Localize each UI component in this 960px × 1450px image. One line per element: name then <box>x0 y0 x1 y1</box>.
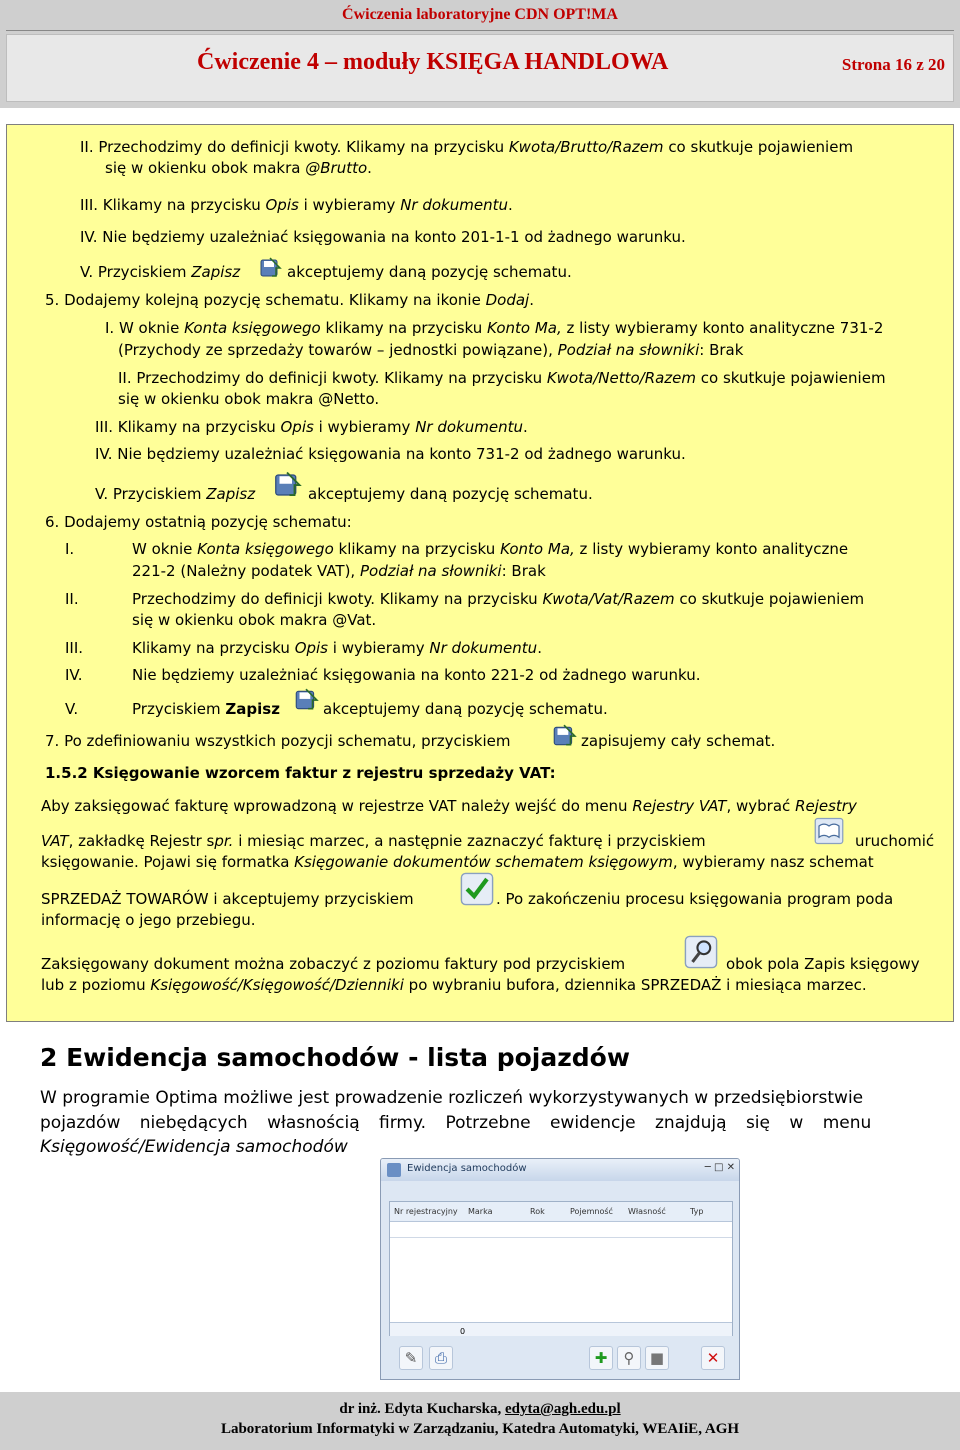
step-text: akceptujemy daną pozycję schematu. <box>323 700 608 718</box>
step-text: 221-2 (Należny podatek VAT), Podział na słowniki: Brak <box>132 562 546 580</box>
paragraph-line: księgowanie. Pojawi się formatka Księgowanie dokumentów schematem księgowym, wybieramy nasz schemat <box>41 853 874 871</box>
floppy-disk-icon <box>258 256 282 280</box>
page-number: Strona 16 z 20 <box>841 55 945 74</box>
open-book-icon <box>814 816 844 846</box>
paragraph-line: obok pola Zapis księgowy <box>726 955 920 973</box>
paragraph-line: VAT, zakładkę Rejestr spr. i miesiąc marzec, a następnie zaznaczyć fakturę i przyciskiem <box>41 832 706 850</box>
page-title: Ćwiczenie 4 – moduły KSIĘGA HANDLOWA <box>197 49 669 75</box>
column-header[interactable]: Marka <box>468 1207 493 1216</box>
paragraph-line: pojazdów niebędących własnością firmy. Potrzebne ewidencje znajdują się w menu <box>40 1113 872 1133</box>
paragraph-line: W programie Optima możliwe jest prowadzenie rozliczeń wykorzystywanych w przedsiębiorstwie <box>40 1088 864 1108</box>
column-header[interactable]: Pojemność <box>570 1207 613 1216</box>
step-number: V. <box>65 700 79 718</box>
step-text: IV. Nie będziemy uzależniać księgowania na konto 201-1-1 od żadnego warunku. <box>80 228 686 246</box>
subsection-heading: 1.5.2 Księgowanie wzorcem faktur z rejestru sprzedaży VAT: <box>45 764 556 782</box>
step-text: II. Przechodzimy do definicji kwoty. Klikamy na przycisku Kwota/Brutto/Razem co skutkuje pojawieniem <box>80 138 854 156</box>
header-box <box>6 34 954 102</box>
step-number: I. <box>65 540 75 558</box>
step-text: 6. Dodajemy ostatnią pozycję schematu: <box>45 513 352 531</box>
edit-icon[interactable]: ✎ <box>399 1346 423 1370</box>
column-header[interactable]: Typ <box>690 1207 704 1216</box>
page-header <box>0 0 960 108</box>
paragraph-line: Aby zaksięgować fakturę wprowadzoną w rejestrze VAT należy wejść do menu Rejestry VAT, wybrać Rejestry <box>41 797 857 815</box>
menu-path: Księgowość/Ewidencja samochodów <box>40 1137 348 1157</box>
section-heading: 2 Ewidencja samochodów - lista pojazdów <box>40 1043 630 1072</box>
window-toolbar <box>380 1336 740 1380</box>
step-text: W oknie Konta księgowego klikamy na przycisku Konto Ma, z listy wybieramy konto analityczne <box>132 540 849 558</box>
paragraph-line: lub z poziomu Księgowość/Księgowość/Dzienniki po wybraniu bufora, dziennika SPRZEDAŻ i miesiąca marzec. <box>41 976 867 994</box>
app-icon <box>387 1163 401 1177</box>
step-text: się w okienku obok makra @Brutto. <box>105 159 372 177</box>
summary-count: 0 <box>460 1327 466 1336</box>
floppy-disk-icon <box>293 687 319 713</box>
paragraph-line: SPRZEDAŻ TOWARÓW i akceptujemy przyciskiem <box>41 890 414 908</box>
step-text: V. Przyciskiem Zapisz <box>95 485 256 503</box>
paragraph-line: Zaksięgowany dokument można zobaczyć z poziomu faktury pod przyciskiem <box>41 955 626 973</box>
footer-author: dr inż. Edyta Kucharska, edyta@agh.edu.pl <box>339 1401 621 1417</box>
step-text: akceptujemy daną pozycję schematu. <box>287 263 572 281</box>
step-text: się w okienku obok makra @Netto. <box>118 390 380 408</box>
step-text: III. Klikamy na przycisku Opis i wybieramy Nr dokumentu. <box>95 418 528 436</box>
step-text: I. W oknie Konta księgowego klikamy na przycisku Konto Ma, z listy wybieramy konto analityczne 731-2 <box>105 319 884 337</box>
author-email-link[interactable]: edyta@agh.edu.pl <box>504 1401 621 1417</box>
step-text: Przechodzimy do definicji kwoty. Klikamy na przycisku Kwota/Vat/Razem co skutkuje pojawieniem <box>132 590 865 608</box>
step-text: Klikamy na przycisku Opis i wybieramy Nr dokumentu. <box>132 639 542 657</box>
delete-icon[interactable]: ■ <box>645 1346 669 1370</box>
paragraph-line: . Po zakończeniu procesu księgowania program poda <box>496 890 894 908</box>
grid-header <box>390 1202 732 1222</box>
step-text: 7. Po zdefiniowaniu wszystkich pozycji schematu, przyciskiem <box>45 732 511 750</box>
vehicles-grid <box>389 1201 733 1341</box>
column-header[interactable]: Rok <box>530 1207 545 1216</box>
column-header[interactable]: Własność <box>628 1207 666 1216</box>
green-check-icon <box>460 872 494 906</box>
grid-filter-row[interactable] <box>390 1222 732 1238</box>
step-text: 5. Dodajemy kolejną pozycję schematu. Klikamy na ikonie Dodaj. <box>45 291 534 309</box>
step-number: IV. <box>65 666 83 684</box>
header-course: Ćwiczenia laboratoryjne CDN OPT!MA <box>342 6 618 23</box>
floppy-disk-icon <box>272 470 302 500</box>
page-footer <box>0 1392 960 1450</box>
step-text: zapisujemy cały schemat. <box>581 732 776 750</box>
header-divider <box>6 30 954 31</box>
paragraph-line: uruchomić <box>855 832 935 850</box>
column-header[interactable]: Nr rejestracyjny <box>394 1207 458 1216</box>
step-text: (Przychody ze sprzedaży towarów – jednostki powiązane), Podział na słowniki: Brak <box>118 341 744 359</box>
paragraph-line: informację o jego przebiegu. <box>41 911 256 929</box>
window-titlebar <box>381 1159 739 1181</box>
footer-institution: Laboratorium Informatyki w Zarządzaniu, Katedra Automatyki, WEAIiE, AGH <box>220 1421 740 1437</box>
step-text: III. Klikamy na przycisku Opis i wybieramy Nr dokumentu. <box>80 196 513 214</box>
step-number: III. <box>65 639 84 657</box>
step-text: Nie będziemy uzależniać księgowania na konto 221-2 od żadnego warunku. <box>132 666 701 684</box>
step-text: się w okienku obok makra @Vat. <box>132 611 377 629</box>
window-title: Ewidencja samochodów <box>407 1163 527 1174</box>
floppy-disk-icon <box>551 723 577 749</box>
step-text: IV. Nie będziemy uzależniać księgowania na konto 731-2 od żadnego warunku. <box>95 445 686 463</box>
close-icon[interactable]: ✕ <box>701 1346 725 1370</box>
step-text: akceptujemy daną pozycję schematu. <box>308 485 593 503</box>
step-number: II. <box>65 590 79 608</box>
window-controls[interactable]: ─ □ ✕ <box>704 1162 735 1173</box>
print-icon[interactable]: ⎙ <box>429 1346 453 1370</box>
magnifier-icon <box>684 935 718 969</box>
add-icon[interactable]: ✚ <box>589 1346 613 1370</box>
step-text: V. Przyciskiem Zapisz <box>80 263 241 281</box>
step-text: II. Przechodzimy do definicji kwoty. Klikamy na przycisku Kwota/Netto/Razem co skutkuje pojawieniem <box>118 369 886 387</box>
magnifier-icon[interactable]: ⚲ <box>617 1346 641 1370</box>
step-text: Przyciskiem Zapisz <box>132 700 280 718</box>
